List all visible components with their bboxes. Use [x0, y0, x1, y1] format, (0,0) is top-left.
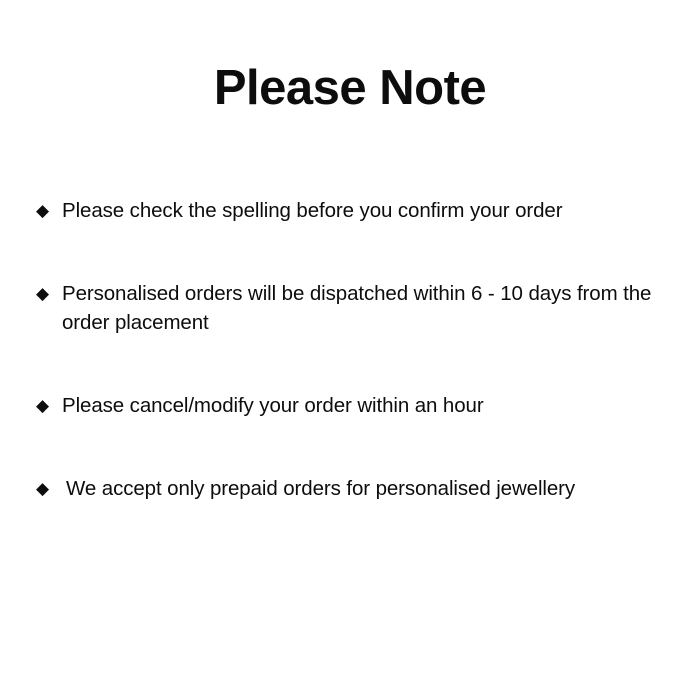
list-item-text: Please check the spelling before you confirm your order — [62, 199, 563, 222]
notes-list — [36, 196, 664, 503]
list-item-text: Please cancel/modify your order within an hour — [62, 394, 484, 417]
diamond-bullet-icon: ◆ — [36, 479, 50, 498]
list-item — [36, 391, 664, 420]
list-item — [36, 474, 664, 503]
list-item-text: Personalised orders will be dispatched within 6 - 10 days from the order placement — [62, 282, 652, 334]
diamond-bullet-icon: ◆ — [36, 284, 50, 303]
diamond-bullet-icon: ◆ — [36, 396, 50, 415]
diamond-bullet-icon: ◆ — [36, 201, 50, 220]
list-item-text: We accept only prepaid orders for personalised jewellery — [66, 477, 576, 500]
list-item — [36, 196, 664, 225]
list-item — [36, 279, 664, 337]
page-title: Please Note — [213, 61, 487, 115]
